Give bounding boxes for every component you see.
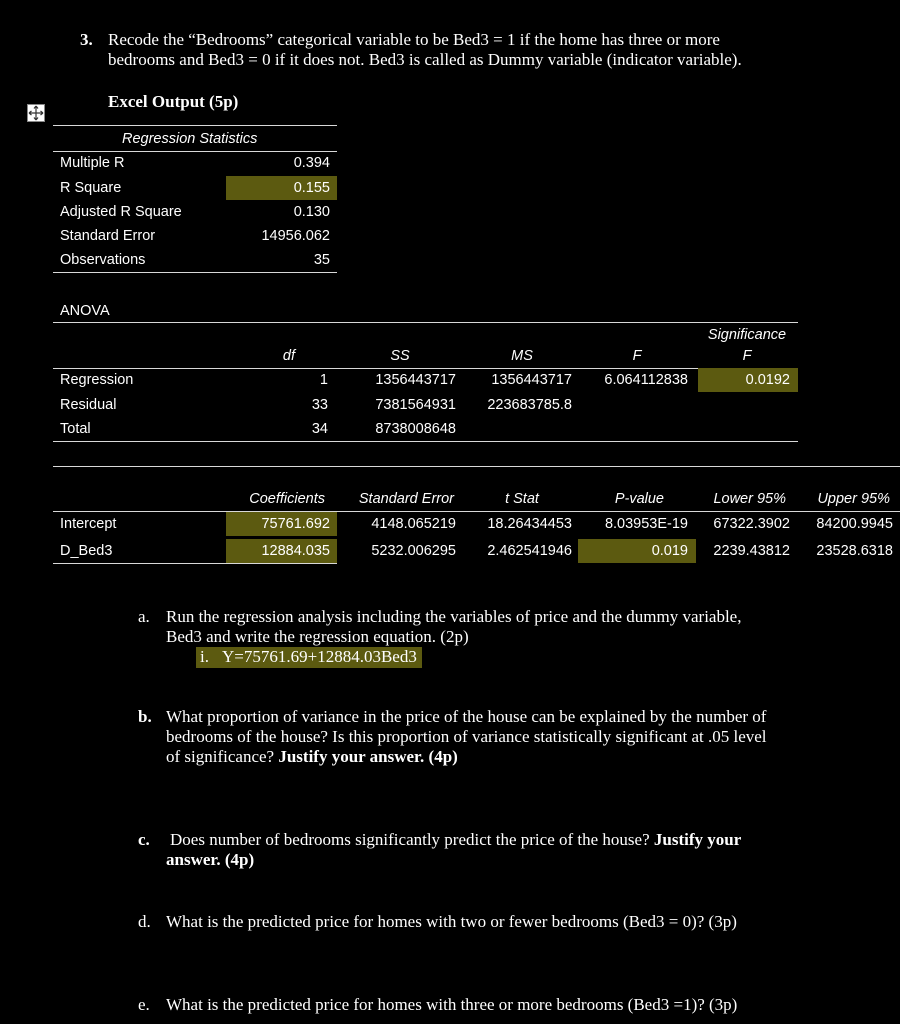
part-d-label: d.: [138, 912, 151, 931]
part-a-line2: Bed3 and write the regression equation. (2p): [166, 627, 469, 646]
anova-df: 34: [311, 421, 328, 437]
question-number: 3.: [80, 30, 93, 49]
anova-significance: 0.0192: [745, 372, 790, 388]
stat-value: 0.155: [293, 180, 330, 196]
coef-header-upper-95: Upper 95%: [817, 491, 890, 507]
anova-row-label: Total: [60, 421, 91, 437]
part-c-justify: Justify your: [653, 830, 742, 849]
anova-row-label: Residual: [60, 397, 117, 413]
coef-header-coefficients: Coefficients: [249, 491, 325, 507]
coef-t-stat: 18.26434453: [487, 516, 572, 532]
coef-standard-error: 4148.065219: [371, 516, 456, 532]
anova-header-df: df: [282, 348, 295, 364]
anova-ms: 223683785.8: [487, 397, 572, 413]
coef-p-value: 0.019: [651, 543, 688, 559]
coef-value: 75761.692: [261, 516, 330, 532]
coef-header-p-value: P-value: [614, 491, 664, 507]
move-icon[interactable]: [27, 104, 45, 122]
coef-row-label: Intercept: [60, 516, 117, 532]
anova-ss: 7381564931: [375, 397, 456, 413]
coef-t-stat: 2.462541946: [487, 543, 572, 559]
coef-lower-95: 2239.43812: [713, 543, 790, 559]
stat-label: Observations: [60, 252, 146, 268]
coef-row-label: D_Bed3: [60, 543, 113, 559]
anova-f: 6.064112838: [604, 372, 688, 388]
part-c-label: c.: [138, 830, 150, 849]
excel-output-heading: Excel Output (5p): [108, 92, 239, 111]
anova-header-f: F: [632, 348, 642, 364]
part-a-answer: Y=75761.69+12884.03Bed3: [222, 647, 417, 666]
stat-value: 0.130: [293, 204, 330, 220]
coef-lower-95: 67322.3902: [713, 516, 790, 532]
anova-df: 1: [319, 372, 328, 388]
part-b-line3: [166, 747, 458, 767]
anova-header-ss: SS: [390, 348, 410, 364]
part-d-text: What is the predicted price for homes with two or fewer bedrooms (Bed3 = 0)? (3p): [166, 912, 737, 931]
stat-value: 35: [313, 252, 330, 268]
part-c-line2: answer. (4p): [166, 850, 255, 869]
coef-header-standard-error: Standard Error: [358, 491, 454, 507]
coef-value: 12884.035: [261, 543, 330, 559]
stat-label: Standard Error: [60, 228, 156, 244]
coef-upper-95: 84200.9945: [816, 516, 893, 532]
anova-header-ms: MS: [511, 348, 533, 364]
anova-ss: 8738008648: [375, 421, 456, 437]
stat-value: 14956.062: [261, 228, 330, 244]
part-a-line1: Run the regression analysis including the variables of price and the dummy variable,: [166, 607, 742, 626]
anova-header-significance: Significance: [707, 327, 787, 343]
part-a-label: a.: [138, 607, 150, 626]
anova-header-significance-f: F: [742, 348, 752, 364]
part-b-justify: Justify your answer. (4p): [278, 747, 458, 766]
part-e-label: e.: [138, 995, 150, 1014]
coef-header-t-stat: t Stat: [505, 491, 539, 507]
anova-ms: 1356443717: [491, 372, 572, 388]
anova-title: ANOVA: [60, 303, 110, 319]
stat-label: Multiple R: [60, 155, 125, 171]
part-b-label: b.: [138, 707, 152, 726]
part-e-text: What is the predicted price for homes with three or more bedrooms (Bed3 =1)? (3p): [166, 995, 738, 1014]
coef-p-value: 8.03953E-19: [604, 516, 688, 532]
coef-upper-95: 23528.6318: [816, 543, 893, 559]
part-b-line3-text: of significance?: [166, 747, 275, 766]
part-c-line1-text: Does number of bedrooms significantly predict the price of the house?: [170, 830, 650, 849]
coef-header-lower-95: Lower 95%: [713, 491, 786, 507]
question-text-line1: Recode the “Bedrooms” categorical variable to be Bed3 = 1 if the home has three or more: [108, 30, 720, 49]
stat-label: R Square: [60, 180, 122, 196]
anova-ss: 1356443717: [375, 372, 456, 388]
part-b-line2: bedrooms of the house? Is this proportion of variance statistically significant at .05 level: [166, 727, 767, 746]
stat-label: Adjusted R Square: [60, 204, 182, 220]
part-b-line1: What proportion of variance in the price of the house can be explained by the number of: [166, 707, 767, 726]
question-text-line2: bedrooms and Bed3 = 0 if it does not. Bed3 is called as Dummy variable (indicator variable).: [108, 50, 742, 69]
part-a-answer-label: i.: [200, 647, 209, 666]
anova-df: 33: [311, 397, 328, 413]
stat-value: 0.394: [293, 155, 330, 171]
part-c-line1: [170, 830, 741, 850]
anova-row-label: Regression: [60, 372, 134, 388]
coef-standard-error: 5232.006295: [371, 543, 456, 559]
regression-statistics-title: Regression Statistics: [122, 131, 258, 147]
